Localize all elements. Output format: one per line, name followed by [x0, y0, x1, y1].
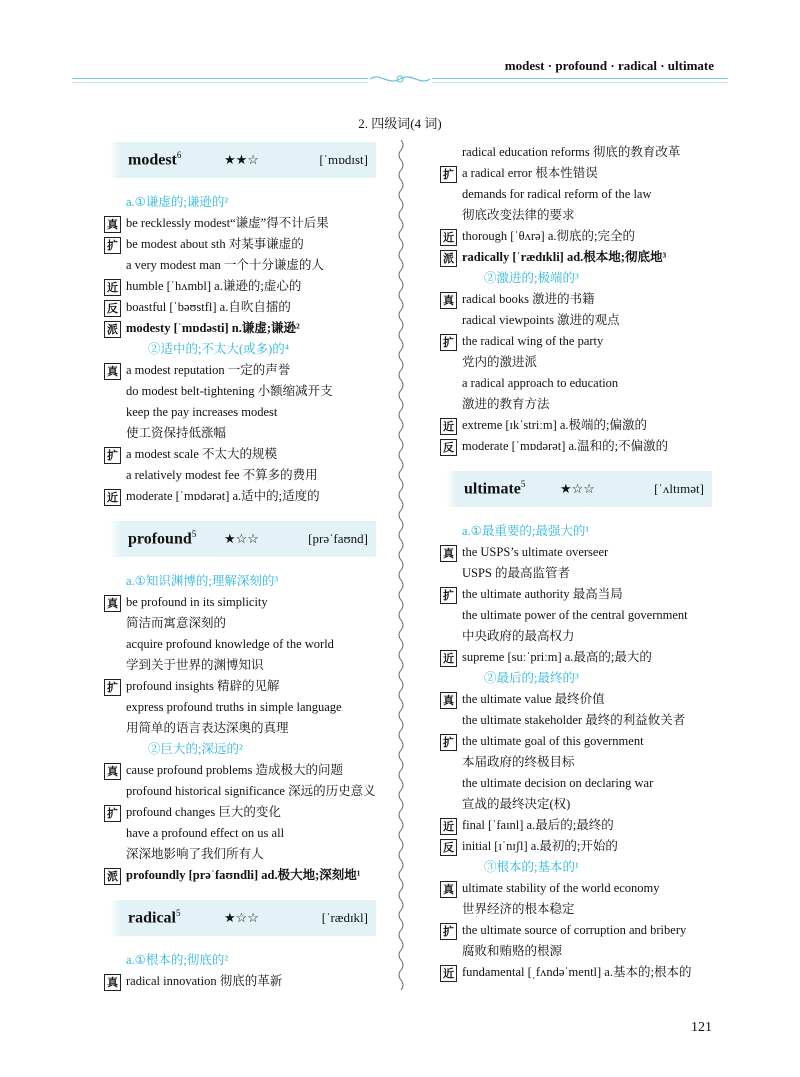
tag-jin: 近 [440, 418, 457, 435]
example-line: 腐败和贿赂的根源 [462, 944, 563, 958]
example-line: the ultimate power of the central government [462, 608, 688, 622]
example-line: 扩 the ultimate goal of this government [440, 731, 715, 752]
left-column [104, 142, 379, 992]
example-line: 中央政府的最高权力 [462, 629, 575, 643]
example-line: 扩 the ultimate source of corruption and bribery [440, 920, 715, 941]
example-line: 真 radical books 激进的书籍 [440, 289, 715, 310]
phonetic: [ˈʌltɪmət] [654, 481, 704, 496]
tag-zhen: 真 [440, 881, 457, 898]
synonym-line: 近 final [ˈfaɪnl] a.最后的;最终的 [440, 815, 715, 836]
example-line: 真 be profound in its simplicity [104, 592, 379, 613]
sense-line: a.①知识渊博的;理解深刻的³ [126, 574, 279, 588]
antonym-line: 反 initial [ɪˈnɪʃl] a.最初的;开始的 [440, 836, 715, 857]
headword: ultimate$^5$ [464, 479, 526, 498]
phonetic: [ˈrædɪkl] [321, 910, 368, 925]
tag-pai: 派 [104, 321, 121, 338]
sense-line: ②适中的;不太大(或多)的⁴ [148, 342, 290, 356]
tag-kuo: 扩 [440, 734, 457, 751]
tag-jin: 近 [104, 489, 121, 506]
tag-jin: 近 [440, 818, 457, 835]
derivative-line: 派 profoundly [prəˈfaʊndli] ad.极大地;深刻地¹ [104, 865, 379, 886]
tag-zhen: 真 [440, 545, 457, 562]
example-line: 学到关于世界的渊博知识 [126, 658, 264, 672]
example-line: 真 cause profound problems 造成极大的问题 [104, 760, 379, 781]
sense-line: ②巨大的;深远的² [148, 742, 243, 756]
tag-kuo: 扩 [104, 679, 121, 696]
sense-line: a.①根本的;彻底的² [126, 953, 229, 967]
tag-fan: 反 [440, 839, 457, 856]
sense-line: ②激进的;极端的³ [484, 271, 579, 285]
example-line: 扩 the radical wing of the party [440, 331, 715, 352]
example-line: 真 the USPS’s ultimate overseer [440, 542, 715, 563]
example-line: 扩 the ultimate authority 最高当局 [440, 584, 715, 605]
example-line: do modest belt-tightening 小额缩减开支 [126, 384, 333, 398]
synonym-line: 近 moderate [ˈmɒdərət] a.适中的;适度的 [104, 486, 379, 507]
tag-jin: 近 [104, 279, 121, 296]
example-line: express profound truths in simple language [126, 700, 342, 714]
example-line: 使工资保持低涨幅 [126, 426, 227, 440]
star-rating: ★☆☆ [560, 481, 595, 496]
derivative-line: 派 radically [ˈrædɪkli] ad.根本地;彻底地³ [440, 247, 715, 268]
example-line: 扩 a radical error 根本性错误 [440, 163, 715, 184]
right-column [440, 142, 715, 983]
tag-kuo: 扩 [440, 334, 457, 351]
headword: modest$^6$ [128, 150, 182, 169]
sense-line: a.①最重要的;最强大的¹ [462, 524, 590, 538]
tag-kuo: 扩 [104, 447, 121, 464]
example-line: profound historical significance 深远的历史意义 [126, 784, 376, 798]
antonym-line: 反 moderate [ˈmɒdərət] a.温和的;不偏激的 [440, 436, 715, 457]
example-line: the ultimate stakeholder 最终的利益攸关者 [462, 713, 686, 727]
example-line: 扩 be modest about sth 对某事谦虚的 [104, 234, 379, 255]
tag-kuo: 扩 [104, 805, 121, 822]
example-line: 党内的激进派 [462, 355, 538, 369]
phonetic: [prəˈfaʊnd] [308, 531, 368, 546]
example-line: 真 be recklessly modest“谦虚”得不计后果 [104, 213, 379, 234]
example-line: 扩 a modest scale 不太大的规模 [104, 444, 379, 465]
example-line: 世界经济的根本稳定 [462, 902, 575, 916]
running-header: modest · profound · radical · ultimate [504, 58, 714, 73]
example-line: demands for radical reform of the law [462, 187, 652, 201]
example-line: 真 ultimate stability of the world economy [440, 878, 715, 899]
example-line: 激进的教育方法 [462, 397, 550, 411]
example-line: radical viewpoints 激进的观点 [462, 313, 620, 327]
headword: profound$^5$ [128, 529, 197, 548]
sense-line: ③根本的;基本的¹ [484, 860, 579, 874]
example-line: 真 radical innovation 彻底的革新 [104, 971, 379, 992]
column-divider [397, 140, 405, 990]
example-line: radical education reforms 彻底的教育改革 [462, 145, 681, 159]
example-line: the ultimate decision on declaring war [462, 776, 654, 790]
derivative-line: 派 modesty [ˈmɒdəsti] n.谦虚;谦逊² [104, 318, 379, 339]
tag-zhen: 真 [104, 595, 121, 612]
example-line: 简洁而寓意深刻的 [126, 616, 227, 630]
tag-kuo: 扩 [440, 166, 457, 183]
tag-zhen: 真 [104, 363, 121, 380]
tag-kuo: 扩 [440, 587, 457, 604]
example-line: acquire profound knowledge of the world [126, 637, 334, 651]
tag-fan: 反 [440, 439, 457, 456]
example-line: 真 the ultimate value 最终价值 [440, 689, 715, 710]
star-rating: ★☆☆ [224, 910, 259, 925]
example-line: 扩 profound changes 巨大的变化 [104, 802, 379, 823]
example-line: 本届政府的终极目标 [462, 755, 575, 769]
antonym-line: 反 boastful [ˈbəʊstfl] a.自吹自擂的 [104, 297, 379, 318]
tag-zhen: 真 [104, 763, 121, 780]
synonym-line: 近 extreme [ɪkˈstriːm] a.极端的;偏激的 [440, 415, 715, 436]
tag-jin: 近 [440, 965, 457, 982]
example-line: a relatively modest fee 不算多的费用 [126, 468, 318, 482]
tag-kuo: 扩 [104, 237, 121, 254]
entry-header-ultimate [456, 471, 712, 507]
tag-pai: 派 [104, 868, 121, 885]
ornament-icon [368, 70, 432, 88]
example-line: 用简单的语言表达深奥的真理 [126, 721, 289, 735]
synonym-line: 近 supreme [suːˈpriːm] a.最高的;最大的 [440, 647, 715, 668]
example-line: a very modest man 一个十分谦虚的人 [126, 258, 324, 272]
tag-pai: 派 [440, 250, 457, 267]
synonym-line: 近 fundamental [ˌfʌndəˈmentl] a.基本的;根本的 [440, 962, 715, 983]
entry-header-modest [120, 142, 376, 178]
sense-line: a.①谦虚的;谦逊的² [126, 195, 229, 209]
tag-kuo: 扩 [440, 923, 457, 940]
example-line: USPS 的最高监管者 [462, 566, 571, 580]
page-number: 121 [691, 1020, 712, 1035]
example-line: 扩 profound insights 精辟的见解 [104, 676, 379, 697]
example-line: 深深地影响了我们所有人 [126, 847, 264, 861]
tag-fan: 反 [104, 300, 121, 317]
example-line: 彻底改变法律的要求 [462, 208, 575, 222]
phonetic: [ˈmɒdɪst] [319, 152, 368, 167]
synonym-line: 近 thorough [ˈθʌrə] a.彻底的;完全的 [440, 226, 715, 247]
sense-line: ②最后的;最终的³ [484, 671, 579, 685]
tag-jin: 近 [440, 650, 457, 667]
tag-zhen: 真 [440, 692, 457, 709]
entry-header-radical [120, 900, 376, 936]
headword: radical$^5$ [128, 908, 181, 927]
example-line: keep the pay increases modest [126, 405, 278, 419]
example-line: 真 a modest reputation 一定的声誉 [104, 360, 379, 381]
example-line: a radical approach to education [462, 376, 619, 390]
example-line: 宣战的最终决定(权) [462, 797, 571, 811]
synonym-line: 近 humble [ˈhʌmbl] a.谦逊的;虚心的 [104, 276, 379, 297]
tag-zhen: 真 [440, 292, 457, 309]
example-line: have a profound effect on us all [126, 826, 285, 840]
tag-zhen: 真 [104, 216, 121, 233]
entry-header-profound [120, 521, 376, 557]
tag-zhen: 真 [104, 974, 121, 991]
star-rating: ★★☆ [224, 152, 259, 167]
star-rating: ★☆☆ [224, 531, 259, 546]
tag-jin: 近 [440, 229, 457, 246]
section-title: 2. 四级词(4 词) [358, 116, 442, 131]
